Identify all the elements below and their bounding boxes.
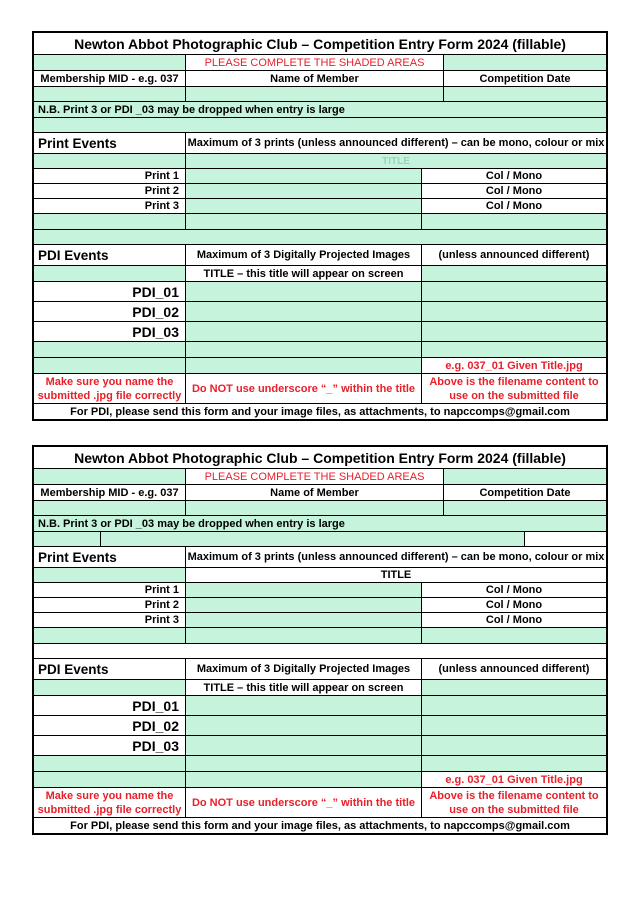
print-1-label: Print 1 <box>34 583 185 597</box>
print-events-heading: Print Events <box>34 547 185 567</box>
shaded-cell <box>34 342 185 357</box>
no-underscore-note: Do NOT use underscore “_” within the title <box>185 788 421 817</box>
shaded-cell <box>34 55 185 70</box>
print-2-title-input[interactable] <box>185 598 421 612</box>
print-max-note: Maximum of 3 prints (unless announced different) – can be mono, colour or mix <box>185 133 606 153</box>
shaded-cell <box>100 532 524 546</box>
shaded-cell <box>34 214 185 229</box>
pdi-03-label: PDI_03 <box>34 322 185 341</box>
footer-note: For PDI, please send this form and your image files, as attachments, to napccomps@gmail.com <box>34 818 606 833</box>
pdi-02-extra-input[interactable] <box>421 302 606 321</box>
footer-note: For PDI, please send this form and your image files, as attachments, to napccomps@gmail.com <box>34 404 606 419</box>
shaded-cell <box>421 214 606 229</box>
print-1-label: Print 1 <box>34 169 185 183</box>
member-name-input[interactable] <box>185 87 443 101</box>
print-3-label: Print 3 <box>34 613 185 627</box>
print-2-title-input[interactable] <box>185 184 421 198</box>
above-filename-note: Above is the filename content to use on the submitted file <box>421 788 606 817</box>
pdi-03-title-input[interactable] <box>185 736 421 755</box>
pdi-max-note: Maximum of 3 Digitally Projected Images <box>185 245 421 265</box>
shaded-cell <box>34 230 606 244</box>
shaded-cell <box>421 680 606 695</box>
shaded-cell <box>34 756 185 771</box>
date-label: Competition Date <box>443 485 606 500</box>
pdi-02-label: PDI_02 <box>34 302 185 321</box>
filename-example: e.g. 037_01 Given Title.jpg <box>421 358 606 373</box>
nb-note: N.B. Print 3 or PDI _03 may be dropped when entry is large <box>34 102 606 117</box>
shaded-cell <box>34 358 185 373</box>
print-2-colmono: Col / Mono <box>421 184 606 198</box>
pdi-03-extra-input[interactable] <box>421 736 606 755</box>
print-3-colmono: Col / Mono <box>421 613 606 627</box>
pdi-events-heading: PDI Events <box>34 245 185 265</box>
pdi-01-extra-input[interactable] <box>421 282 606 301</box>
pdi-01-label: PDI_01 <box>34 696 185 715</box>
member-name-input[interactable] <box>185 501 443 515</box>
shaded-cell <box>443 55 606 70</box>
print-1-colmono: Col / Mono <box>421 169 606 183</box>
pdi-max-note: Maximum of 3 Digitally Projected Images <box>185 659 421 679</box>
shaded-cell <box>34 118 606 132</box>
shaded-cell <box>185 756 421 771</box>
shaded-cell <box>421 266 606 281</box>
instruction-text: PLEASE COMPLETE THE SHADED AREAS <box>185 469 443 484</box>
pdi-title-header: TITLE – this title will appear on screen <box>185 680 421 695</box>
shaded-cell <box>185 342 421 357</box>
title-header: TITLE <box>185 568 606 582</box>
instruction-text: PLEASE COMPLETE THE SHADED AREAS <box>185 55 443 70</box>
shaded-cell <box>185 628 421 643</box>
print-events-heading: Print Events <box>34 133 185 153</box>
date-label: Competition Date <box>443 71 606 86</box>
print-max-note: Maximum of 3 prints (unless announced different) – can be mono, colour or mix <box>185 547 606 567</box>
pdi-02-title-input[interactable] <box>185 302 421 321</box>
membership-label: Membership MID - e.g. 037 <box>34 485 185 500</box>
pdi-01-extra-input[interactable] <box>421 696 606 715</box>
shaded-cell <box>34 568 185 582</box>
shaded-cell <box>34 532 100 546</box>
pdi-02-label: PDI_02 <box>34 716 185 735</box>
name-label: Name of Member <box>185 71 443 86</box>
print-3-title-input[interactable] <box>185 613 421 627</box>
shaded-cell <box>421 628 606 643</box>
entry-form-2 <box>32 445 608 835</box>
pdi-03-extra-input[interactable] <box>421 322 606 341</box>
print-2-colmono: Col / Mono <box>421 598 606 612</box>
membership-id-input[interactable] <box>34 501 185 515</box>
make-sure-note: Make sure you name the submitted .jpg file correctly <box>34 788 185 817</box>
shaded-cell <box>185 772 421 787</box>
shaded-cell <box>34 266 185 281</box>
membership-label: Membership MID - e.g. 037 <box>34 71 185 86</box>
title-header: TITLE <box>185 154 606 168</box>
pdi-02-extra-input[interactable] <box>421 716 606 735</box>
form-title: Newton Abbot Photographic Club – Competition Entry Form 2024 (fillable) <box>34 33 606 54</box>
print-3-title-input[interactable] <box>185 199 421 213</box>
membership-id-input[interactable] <box>34 87 185 101</box>
print-3-label: Print 3 <box>34 199 185 213</box>
print-2-label: Print 2 <box>34 184 185 198</box>
pdi-unless-note: (unless announced different) <box>421 659 606 679</box>
form-title: Newton Abbot Photographic Club – Competition Entry Form 2024 (fillable) <box>34 447 606 468</box>
shaded-cell <box>443 469 606 484</box>
shaded-cell <box>34 154 185 168</box>
no-underscore-note: Do NOT use underscore “_” within the title <box>185 374 421 403</box>
above-filename-note: Above is the filename content to use on the submitted file <box>421 374 606 403</box>
make-sure-note: Make sure you name the submitted .jpg file correctly <box>34 374 185 403</box>
blank-cell <box>524 532 606 546</box>
shaded-cell <box>34 680 185 695</box>
pdi-01-title-input[interactable] <box>185 696 421 715</box>
shaded-cell <box>421 342 606 357</box>
pdi-02-title-input[interactable] <box>185 716 421 735</box>
competition-date-input[interactable] <box>443 87 606 101</box>
nb-note: N.B. Print 3 or PDI _03 may be dropped when entry is large <box>34 516 606 531</box>
print-1-title-input[interactable] <box>185 169 421 183</box>
entry-form-1 <box>32 31 608 421</box>
print-3-colmono: Col / Mono <box>421 199 606 213</box>
pdi-03-title-input[interactable] <box>185 322 421 341</box>
print-2-label: Print 2 <box>34 598 185 612</box>
pdi-01-label: PDI_01 <box>34 282 185 301</box>
shaded-cell <box>421 756 606 771</box>
pdi-title-header: TITLE – this title will appear on screen <box>185 266 421 281</box>
pdi-events-heading: PDI Events <box>34 659 185 679</box>
shaded-cell <box>34 469 185 484</box>
pdi-03-label: PDI_03 <box>34 736 185 755</box>
shaded-cell <box>34 628 185 643</box>
shaded-cell <box>34 772 185 787</box>
pdi-01-title-input[interactable] <box>185 282 421 301</box>
print-1-colmono: Col / Mono <box>421 583 606 597</box>
shaded-cell <box>185 358 421 373</box>
filename-example: e.g. 037_01 Given Title.jpg <box>421 772 606 787</box>
shaded-cell <box>185 214 421 229</box>
name-label: Name of Member <box>185 485 443 500</box>
blank-cell <box>34 644 606 658</box>
pdi-unless-note: (unless announced different) <box>421 245 606 265</box>
print-1-title-input[interactable] <box>185 583 421 597</box>
competition-date-input[interactable] <box>443 501 606 515</box>
